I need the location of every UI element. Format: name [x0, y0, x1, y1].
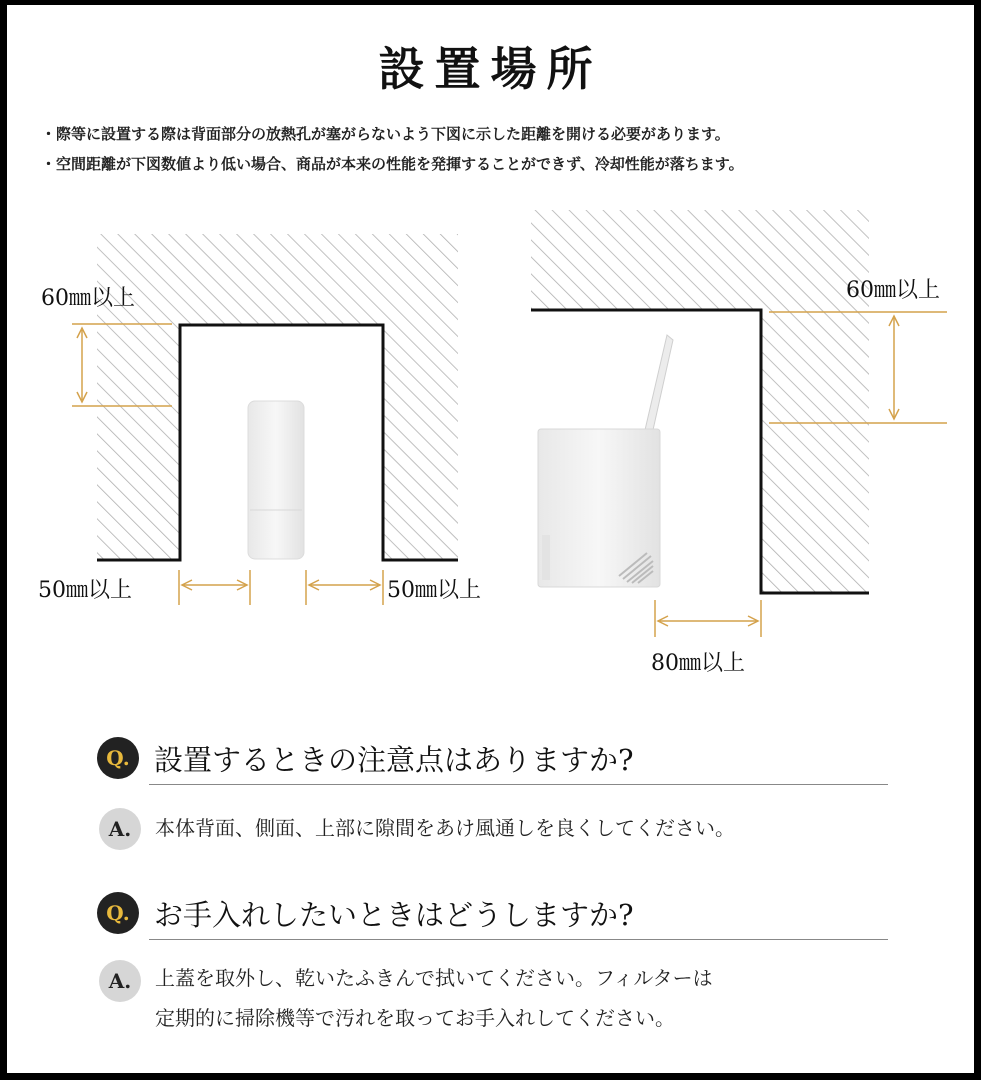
- side-back-dimension: [655, 600, 761, 637]
- front-left-clearance-label: 50㎜以上: [38, 578, 132, 603]
- page: [7, 5, 974, 1073]
- front-left-dimension: [179, 570, 250, 605]
- note-line: ・空間距離が下図数値より低い場合、商品が本来の性能を発揮することができず、冷却性能が落ちます。: [41, 155, 744, 173]
- answer-text: [155, 958, 713, 1038]
- answer-line: 上蓋を取外し、乾いたふきんで拭いてください。フィルターは: [155, 966, 713, 990]
- answer-badge: A.: [99, 808, 141, 850]
- question-badge: Q.: [97, 892, 139, 934]
- front-top-clearance-label: 60㎜以上: [41, 286, 135, 311]
- answer-badge: A.: [99, 960, 141, 1002]
- question-badge: Q.: [97, 737, 139, 779]
- side-back-clearance-label: 80㎜以上: [651, 651, 745, 676]
- unit-front-icon: [248, 401, 304, 559]
- front-right-clearance-label: 50㎜以上: [387, 578, 481, 603]
- answer-text: [155, 808, 735, 848]
- note-line: ・際等に設置する際は背面部分の放熱孔が塞がらないよう下図に示した距離を開ける必要があります。: [41, 125, 730, 143]
- divider: [149, 784, 888, 785]
- answer-line: 本体背面、側面、上部に隙間をあけ風通しを良くしてください。: [155, 816, 735, 840]
- unit-side-icon: [538, 335, 673, 587]
- question-text: お手入れしたいときはどうしますか?: [154, 898, 634, 932]
- installation-diagram: [7, 5, 974, 705]
- front-right-dimension: [306, 570, 383, 605]
- page-title: 設置場所: [378, 42, 603, 96]
- question-text: 設置するときの注意点はありますか?: [154, 743, 634, 777]
- answer-line: 定期的に掃除機等で汚れを取ってお手入れしてください。: [155, 1006, 675, 1030]
- side-top-clearance-label: 60㎜以上: [846, 278, 940, 303]
- divider: [149, 939, 888, 940]
